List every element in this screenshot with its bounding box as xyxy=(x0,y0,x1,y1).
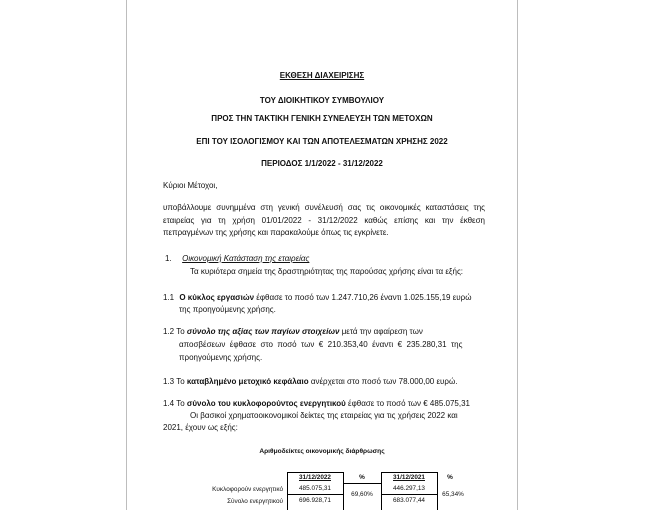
paragraph-1-2-number: 1.2 xyxy=(163,327,175,336)
report-period: ΠΕΡΙΟΔΟΣ 1/1/2022 - 31/12/2022 xyxy=(261,159,383,168)
table-border xyxy=(287,472,343,473)
paragraph-1-2-pre: Το xyxy=(174,327,187,336)
table-header-2021: 31/12/2021 xyxy=(393,474,425,481)
paragraph-1-3-bold: καταβλημένο μετοχικό κεφάλαιο xyxy=(186,377,309,386)
table-border xyxy=(381,472,437,473)
report-subtitle-assembly: ΠΡΟΣ ΤΗΝ ΤΑΚΤΙΚΗ ΓΕΝΙΚΗ ΣΥΝΕΛΕΥΣΗ ΤΩΝ ΜΕΤΟΧΩΝ xyxy=(211,114,433,123)
paragraph-1-4-line-3: 2021, έχουν ως εξής: xyxy=(163,423,238,432)
table-border xyxy=(381,494,437,495)
ratios-table xyxy=(127,0,519,510)
table-border xyxy=(287,494,343,495)
paragraph-1-4-number: 1.4 xyxy=(163,399,175,408)
table-border xyxy=(343,483,381,484)
ratios-table-title: Αριθμοδείκτες οικονομικής διάρθρωσης xyxy=(259,448,385,455)
table-row-label: Σύνολο ενεργητικού xyxy=(227,498,283,505)
table-header-pct-2021: % xyxy=(447,474,453,481)
paragraph-1-1-text: έφθασε το ποσό των 1.247.710,26 έναντι 1.025.155,19 ευρώ xyxy=(254,293,472,302)
intro-paragraph: υποβάλλουμε συνημμένα στη γενική συνέλευσή σας τις οικονομικές καταστάσεις της εταιρείας για τη χρήση 01/01/2022 - 31/12/2022 καθώς επίσης και την έκθεση πεπραγμένων της χρήσης και παρακαλούμε όπως τις εγκρίνετε. xyxy=(163,203,485,237)
table-cell-value: 696.928,71 xyxy=(299,497,331,504)
paragraph-1-3-number: 1.3 xyxy=(163,377,175,386)
table-border xyxy=(287,472,288,510)
paragraph-1-2-text: μετά την αφαίρεση των xyxy=(339,327,423,336)
greeting: Κύριοι Μέτοχοι, xyxy=(163,181,218,190)
report-subtitle-balance: ΕΠΙ ΤΟΥ ΙΣΟΛΟΓΙΣΜΟΥ ΚΑΙ ΤΩΝ ΑΠΟΤΕΛΕΣΜΑΤΩΝ ΧΡΗΣΗΣ 2022 xyxy=(196,137,448,146)
table-cell-value: 683.077,44 xyxy=(393,497,425,504)
paragraph-1-2-bold: σύνολο της αξίας των παγίων στοιχείων xyxy=(186,327,340,336)
paragraph-1-2-line-2: αποσβέσεων έφθασε στο ποσό των € 210.353,40 έναντι € 235.280,31 της xyxy=(179,340,463,349)
table-row-label: Κυκλοφορούν ενεργητικό xyxy=(212,486,283,493)
table-header-2022: 31/12/2022 xyxy=(299,474,331,481)
document-page xyxy=(126,0,518,510)
paragraph-1-4-text: έφθασε το ποσό των € 485.075,31 xyxy=(345,399,470,408)
paragraph-1-4-pre: Το xyxy=(174,399,187,408)
report-title: ΕΚΘΕΣΗ ΔΙΑΧΕΙΡΙΣΗΣ xyxy=(279,71,365,80)
paragraph-1-1-number: 1.1 xyxy=(163,293,175,302)
paragraph-1-1-line-2: της προηγούμενης χρήσης. xyxy=(179,305,276,314)
table-border xyxy=(381,472,382,510)
table-pct-2021: 65,34% xyxy=(442,491,464,498)
paragraph-1-4-line-2: Οι βασικοί χρηματοοικονομικοί δείκτες της εταιρείας για τις χρήσεις 2022 και xyxy=(190,411,458,420)
table-header-pct-2022: % xyxy=(359,474,365,481)
paragraph-1-3-text: ανέρχεται στο ποσό των 78.000,00 ευρώ. xyxy=(308,377,458,386)
paragraph-1-1-bold: Ο κύκλος εργασιών xyxy=(179,293,255,302)
paragraph-1-4-bold: σύνολο του κυκλοφορούντος ενεργητικού xyxy=(186,399,346,408)
section-1-number: 1. xyxy=(165,254,172,263)
section-1-title: Οικονομική Κατάσταση της εταιρείας xyxy=(182,254,310,263)
section-1-lead: Τα κυριότερα σημεία της δραστηριότητας της παρούσας χρήσης είναι τα εξής: xyxy=(190,267,464,276)
report-subtitle-board: ΤΟΥ ΔΙΟΙΚΗΤΙΚΟΥ ΣΥΜΒΟΥΛΙΟΥ xyxy=(259,96,385,105)
table-cell-value: 485.075,31 xyxy=(299,485,331,492)
table-cell-value: 446.297,13 xyxy=(393,485,425,492)
paragraph-1-2-line-3: προηγούμενης χρήσης. xyxy=(179,353,263,362)
paragraph-1-3-pre: Το xyxy=(174,377,187,386)
table-border xyxy=(343,472,344,510)
table-pct-2022: 69,60% xyxy=(351,491,373,498)
